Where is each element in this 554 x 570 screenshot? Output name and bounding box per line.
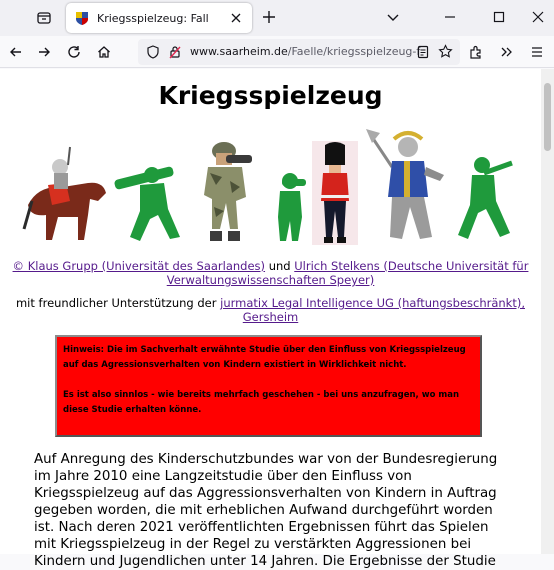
url-domain: www.saarheim.de bbox=[190, 45, 288, 58]
green-binocular-soldier-image bbox=[266, 171, 314, 245]
page-title: Kriegsspielzeug bbox=[158, 81, 383, 110]
notice-box bbox=[55, 335, 482, 437]
minimize-icon[interactable] bbox=[441, 8, 459, 26]
tab-title: Kriegsspielzeug: Fall bbox=[97, 11, 209, 25]
vertical-scrollbar[interactable] bbox=[541, 69, 554, 554]
armored-knight-image bbox=[364, 127, 450, 245]
knight-on-horse-image bbox=[18, 145, 110, 245]
active-tab[interactable] bbox=[66, 3, 252, 33]
tab-list-icon[interactable] bbox=[30, 6, 58, 30]
new-tab-icon[interactable] bbox=[260, 8, 278, 26]
site-favicon-icon bbox=[75, 11, 89, 25]
reload-icon[interactable] bbox=[64, 42, 84, 62]
extensions-icon[interactable] bbox=[466, 42, 486, 62]
royal-guard-image bbox=[312, 141, 358, 245]
green-rifle-soldier-image bbox=[454, 153, 518, 245]
overflow-chevron-icon[interactable] bbox=[497, 42, 517, 62]
navigation-bar bbox=[0, 36, 554, 68]
credits-conjunction: und bbox=[265, 259, 295, 273]
notice-paragraph-2: Es ist also sinnlos - wie bereits mehrfach geschehen - bei uns anzufragen, wo man diese Studie erhalten könne. bbox=[63, 390, 460, 415]
page-viewport bbox=[0, 69, 541, 569]
url-path: /Faelle/kriegsspielzeug-f bbox=[287, 45, 421, 58]
camo-soldier-with-binoculars-image bbox=[186, 137, 266, 245]
toy-soldiers-banner bbox=[18, 127, 518, 245]
url-text[interactable] bbox=[190, 45, 421, 58]
bookmark-star-icon[interactable] bbox=[438, 44, 453, 59]
case-text: Auf Anregung des Kinderschutzbundes war von der Bundesregierung im Jahre 2010 eine Langzeitstudie über den Einfluss von Kriegsspielzeug auf das Aggressionsverhalten von Kindern in Auftrag gegeben worden, die mit erheblichen Aufwand durchgeführt worden ist. Nach deren 2021 veröffentlichten Ergebnissen führt das Spielen mit Kriegsspielzeug in der Regel zu verstärkten Aggressionen bei Kindern und Jugendlichen unter 14 Jahren. Die Ergebnisse der Studie bbox=[34, 452, 498, 569]
reader-view-icon[interactable] bbox=[416, 45, 430, 59]
support-line bbox=[10, 296, 531, 324]
support-prefix: mit freundlicher Unterstützung der bbox=[15, 296, 221, 310]
close-tab-icon[interactable] bbox=[228, 10, 244, 26]
tab-bar bbox=[0, 0, 554, 36]
author-link-stelkens[interactable]: Ulrich Stelkens (Deutsche Universität für Verwaltungswissenschaften Speyer) bbox=[166, 259, 529, 287]
author-link-grupp[interactable]: © Klaus Grupp (Universität des Saarlandes) bbox=[12, 259, 266, 273]
credits bbox=[10, 259, 531, 287]
maximize-icon[interactable] bbox=[490, 8, 508, 26]
green-bazooka-soldier-image bbox=[110, 159, 185, 244]
close-window-icon[interactable] bbox=[529, 8, 547, 26]
address-bar[interactable] bbox=[138, 39, 460, 65]
back-icon[interactable] bbox=[6, 42, 26, 62]
jurmatix-link[interactable]: jurmatix Legal Intelligence UG (haftungsbeschränkt), Gersheim bbox=[220, 296, 525, 324]
menu-icon[interactable] bbox=[527, 42, 547, 62]
home-icon[interactable] bbox=[94, 42, 114, 62]
forward-icon[interactable] bbox=[34, 42, 54, 62]
scrollbar-thumb[interactable] bbox=[544, 83, 551, 151]
notice-paragraph-1: Hinweis: Die im Sachverhalt erwähnte Studie über den Einfluss von Kriegsspielzeug auf das Agressionsverhalten von Kindern existiert in Wirklichkeit nicht. bbox=[63, 345, 466, 370]
chevron-down-icon[interactable] bbox=[384, 8, 402, 26]
insecure-lock-icon[interactable] bbox=[168, 45, 182, 59]
shield-icon[interactable] bbox=[146, 45, 160, 59]
